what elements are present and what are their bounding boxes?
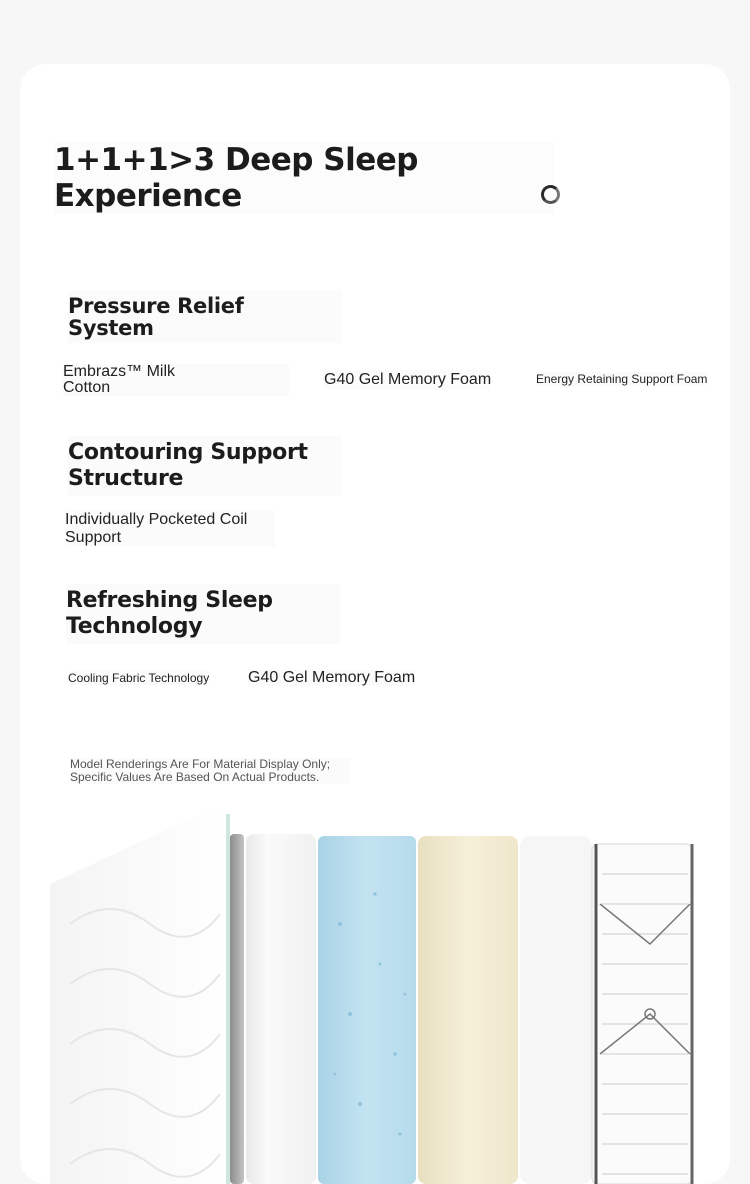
tag-line1: Individually Pocketed Coil (65, 511, 248, 528)
support-foam-layer (418, 836, 518, 1184)
section-title-line1: Refreshing Sleep (66, 588, 273, 613)
section-title-line2: System (68, 316, 154, 340)
section-title-pressure-relief (68, 291, 342, 343)
tag-energy-support-foam: Energy Retaining Support Foam (536, 372, 708, 386)
disclaimer-line2: Specific Values Are Based On Actual Products. (70, 770, 320, 784)
cotton-layer (520, 836, 592, 1184)
page-title-line1: 1+1+1>3 Deep Sleep (54, 142, 418, 178)
disclaimer-line1: Model Renderings Are For Material Display Only; (70, 757, 331, 771)
white-foam-layer (246, 834, 316, 1184)
tag-gel-memory-foam-2: G40 Gel Memory Foam (248, 669, 416, 686)
tag-line2: Support (65, 529, 122, 546)
page-title-line2: Experience (54, 178, 242, 214)
loading-ring-icon (541, 185, 560, 204)
section-title-contouring-support (68, 436, 342, 496)
tag-pocketed-coil (65, 511, 275, 547)
tag-line2: Cotton (63, 379, 111, 396)
pocketed-coil-layer (592, 844, 692, 1184)
tag-line1: Embrazs™ Milk (63, 363, 176, 380)
section-title-refreshing-sleep (66, 584, 340, 644)
content-card (20, 64, 730, 1184)
gel-memory-foam-layer (318, 836, 416, 1184)
quilted-cover-layer (50, 814, 232, 1184)
section-title-line1: Contouring Support (68, 440, 308, 465)
tag-milk-cotton (63, 364, 289, 396)
section-title-line2: Structure (68, 466, 184, 491)
fabric-layer-grey (230, 834, 244, 1184)
tag-gel-memory-foam: G40 Gel Memory Foam (324, 371, 492, 388)
section-title-line1: Pressure Relief (68, 294, 244, 318)
section-title-line2: Technology (66, 614, 203, 639)
mattress-layers-image (50, 804, 710, 1184)
tag-cooling-fabric: Cooling Fabric Technology (68, 671, 210, 685)
page-title (54, 142, 554, 214)
disclaimer-note (70, 758, 350, 784)
